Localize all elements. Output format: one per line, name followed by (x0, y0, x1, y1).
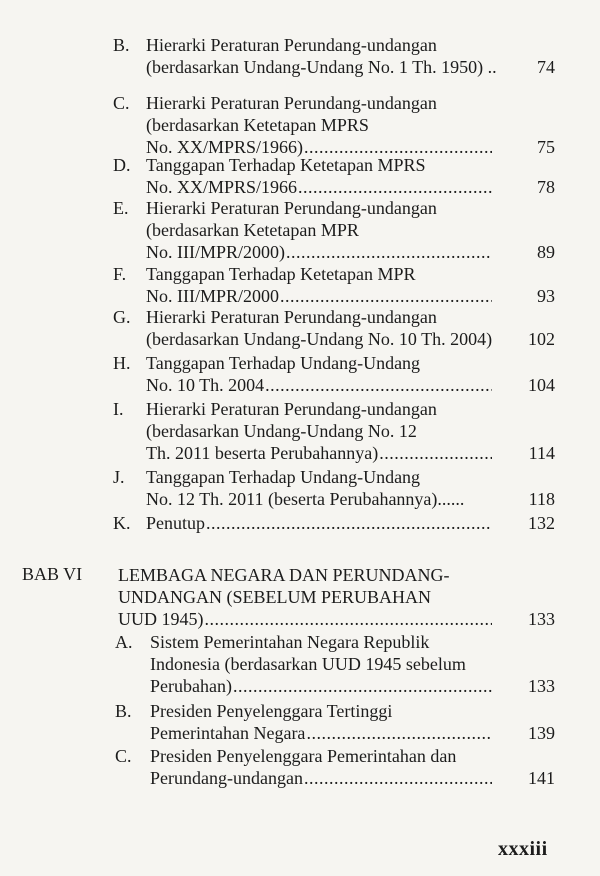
toc-entry (115, 631, 555, 698)
toc-entry (113, 92, 555, 159)
toc-entry-page: 132 (528, 513, 555, 533)
toc-entry-text: (berdasarkan Undang-Undang No. 12 (146, 421, 417, 441)
dot-leader (286, 241, 492, 263)
dot-leader (206, 512, 492, 534)
toc-entry-letter: B. (115, 701, 132, 721)
toc-entry-letter: F. (113, 264, 127, 284)
toc-entry-page: 78 (537, 177, 555, 198)
toc-entry-letter: H. (113, 353, 131, 373)
toc-entry (113, 352, 555, 396)
page-number: xxxiii (498, 838, 548, 860)
toc-entry-page: 74 (537, 57, 555, 78)
toc-entry-text: Tanggapan Terhadap Undang-Undang (146, 467, 421, 487)
dot-leader (280, 285, 492, 307)
toc-entry-text: Pemerintahan Negara (150, 723, 306, 743)
toc-entry-letter: G. (113, 307, 131, 327)
toc-entry-text: UNDANGAN (SEBELUM PERUBAHAN (118, 587, 432, 607)
toc-entry-text: Hierarki Peraturan Perundang-undangan (146, 307, 437, 327)
dot-leader (298, 176, 492, 198)
dot-leader (265, 374, 492, 396)
toc-entry (113, 398, 555, 465)
toc-entry-text: Presiden Penyelenggara Pemerintahan dan (150, 746, 457, 766)
toc-entry-text: No. III/MPR/2000 (146, 286, 280, 306)
toc-entry-letter: K. (113, 513, 131, 533)
chapter-label: BAB VI (22, 564, 83, 584)
toc-entry-text: Tanggapan Terhadap Undang-Undang (146, 353, 421, 373)
toc-entry-text: LEMBAGA NEGARA DAN PERUNDANG- (118, 565, 450, 585)
toc-entry-letter: E. (113, 198, 129, 218)
toc-entry-page: 114 (528, 443, 555, 464)
toc-entry-page: 102 (528, 329, 555, 350)
toc-entry-letter: I. (113, 399, 124, 419)
toc-entry-text: Hierarki Peraturan Perundang-undangan (146, 399, 437, 419)
toc-entry-text: No. III/MPR/2000) (146, 242, 285, 262)
toc-entry-text: (berdasarkan Ketetapan MPRS (146, 115, 369, 135)
dot-leader (306, 722, 492, 744)
toc-entry (113, 512, 555, 534)
toc-entry-text: (berdasarkan Undang-Undang No. 1 Th. 1950) .. (146, 57, 497, 77)
dot-leader (233, 675, 492, 697)
toc-entry-text: Perundang-undangan (150, 768, 303, 788)
toc-entry-letter: A. (115, 632, 133, 652)
toc-entry (118, 564, 555, 631)
toc-entry-text: Tanggapan Terhadap Ketetapan MPRS (146, 155, 426, 175)
toc-entry (113, 263, 555, 307)
toc-entry-text: Hierarki Peraturan Perundang-undangan (146, 93, 437, 113)
toc-entry-text: No. 10 Th. 2004 (146, 375, 265, 395)
toc-entry-letter: J. (113, 467, 125, 487)
toc-entry-page: 139 (528, 723, 555, 744)
toc-entry-text: (berdasarkan Undang-Undang No. 10 Th. 2004) (146, 329, 493, 349)
toc-entry-text: Presiden Penyelenggara Tertinggi (150, 701, 393, 721)
toc-entry-text: Indonesia (berdasarkan UUD 1945 sebelum (150, 654, 466, 674)
toc-entry-page: 118 (528, 489, 555, 510)
toc-entry-text: Penutup (146, 513, 206, 533)
toc-entry-page: 133 (528, 676, 555, 697)
toc-entry-text: UUD 1945) (118, 609, 204, 629)
toc-entry (113, 197, 555, 264)
toc-entry-text: Tanggapan Terhadap Ketetapan MPR (146, 264, 416, 284)
toc-entry (113, 154, 555, 198)
toc-entry (113, 34, 555, 78)
toc-entry-text: Hierarki Peraturan Perundang-undangan (146, 198, 437, 218)
toc-entry-text: Sistem Pemerintahan Negara Republik (150, 632, 430, 652)
toc-entry-page: 104 (528, 375, 555, 396)
dot-leader (379, 442, 492, 464)
toc-entry-page: 141 (528, 768, 555, 789)
toc-entry-letter: D. (113, 155, 131, 175)
toc-entry (115, 745, 555, 789)
toc-entry (113, 306, 555, 350)
toc-entry-page: 133 (528, 609, 555, 630)
toc-entry-text: (berdasarkan Ketetapan MPR (146, 220, 359, 240)
toc-entry-letter: C. (115, 746, 132, 766)
toc-entry-page: 89 (537, 242, 555, 263)
toc-entry-text: Perubahan) (150, 676, 232, 696)
toc-entry-letter: C. (113, 93, 130, 113)
toc-entry (113, 466, 555, 510)
toc-entry (115, 700, 555, 744)
dot-leader (304, 767, 492, 789)
toc-entry-page: 93 (537, 286, 555, 307)
toc-entry-text: No. 12 Th. 2011 (beserta Perubahannya)...... (146, 489, 465, 509)
dot-leader (205, 608, 493, 630)
toc-entry-text: No. XX/MPRS/1966) (146, 137, 304, 157)
toc-entry-page: 75 (537, 137, 555, 158)
toc-entry-text: Hierarki Peraturan Perundang-undangan (146, 35, 437, 55)
toc-entry-text: Th. 2011 beserta Perubahannya) (146, 443, 379, 463)
toc-entry-letter: B. (113, 35, 130, 55)
toc-entry-text: No. XX/MPRS/1966 (146, 177, 298, 197)
